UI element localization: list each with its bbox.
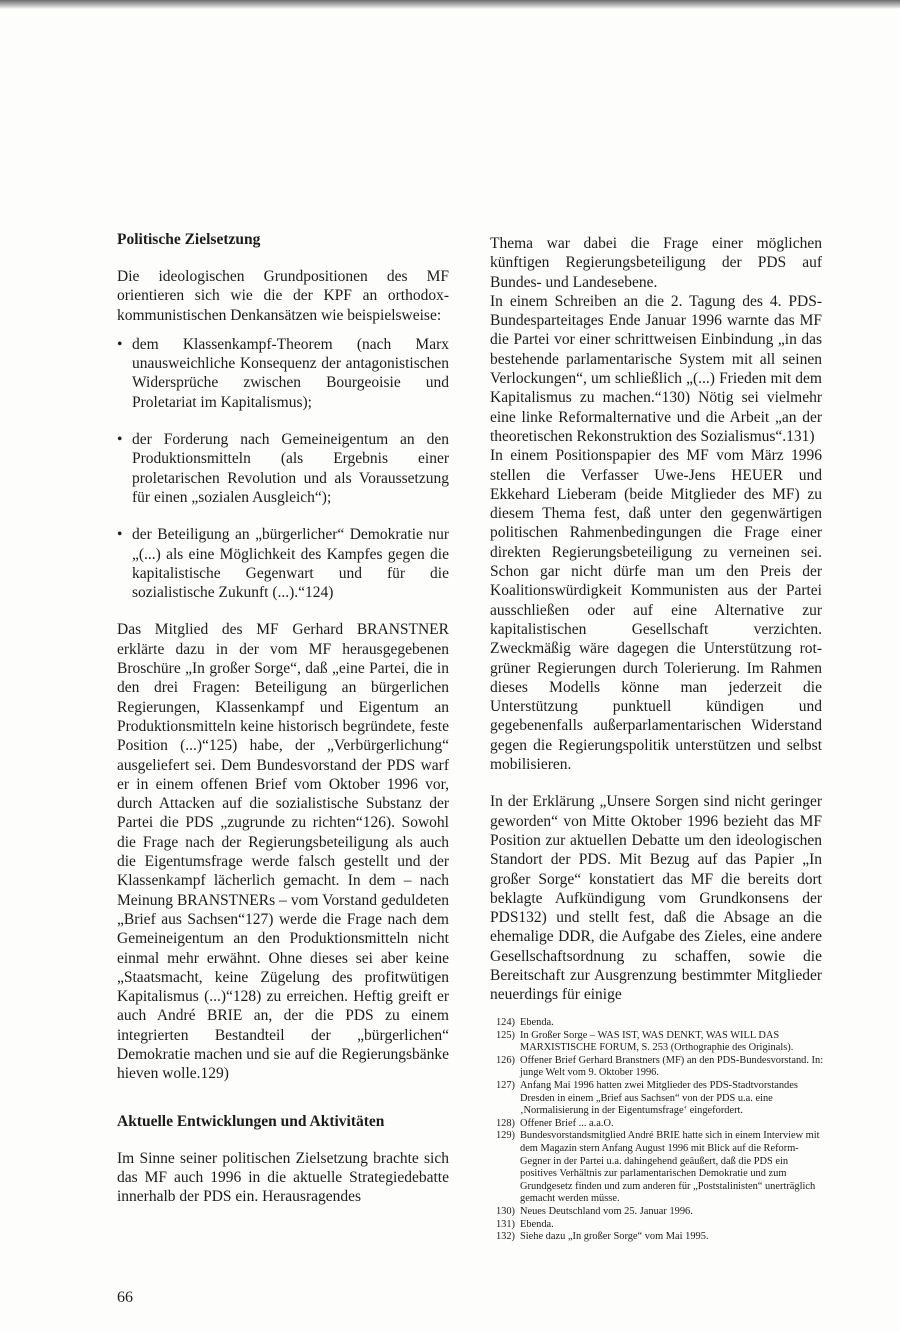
footnote — [490, 1030, 825, 1055]
footnote-text: Anfang Mai 1996 hatten zwei Mitglieder des PDS-Stadtvorstandes Dresden in einem „Brief aus Sachsen“ von der PDS u.a. eine ‚Normalisierung in der Eigentumsfrage‘ eingefordert. — [520, 1079, 798, 1117]
scan-edge — [0, 0, 900, 9]
footnote-number: 131) — [495, 1218, 515, 1230]
footnote-text: Neues Deutschland vom 25. Januar 1996. — [520, 1205, 693, 1217]
left-column — [117, 230, 449, 1206]
footnote-text: In Großer Sorge – WAS IST, WAS DENKT, WAS WILL DAS MARXISTISCHE FORUM, S. 253 (Orthographie des Originals). — [520, 1029, 794, 1054]
bullet-item: • der Forderung nach Gemeineigentum an den Produktionsmitteln (als Ergebnis einer proletarischen Revolution und als Voraussetzung für einen „sozialen Ausgleich“); — [117, 430, 449, 507]
positionspapier-paragraph: In einem Positionspapier des MF vom März 1996 stellen die Verfasser Uwe-Jens HEUER und Ekkehard Lieberam (beide Mitglieder des MF) zu diesem Thema fest, daß unter den gegenwärtigen politischen Rahmenbedingungen die Frage einer direkten Regierungsbeteiligung zu verneinen sei. Schon gar nicht dürfe man um den Preis der Koalitionswürdigkeit Kommunisten aus der Partei ausschließen oder auf eine Alternative zur kapitalistischen Gesellschaft verzichten. Zweckmäßig wäre dagegen die Unterstützung rot-grüner Regierungen durch Tolerierung. Im Rahmen dieses Modells könne man jederzeit die Unterstützung punktuell kündigen und gegebenenfalls außerparlamentarischen Widerstand gegen die Regierungspolitik unterstützen und selbst mobilisieren. — [490, 447, 822, 774]
bullet-list — [117, 335, 449, 603]
footnote-number: 132) — [495, 1231, 515, 1243]
section-heading-aktuelle-entwicklungen: Aktuelle Entwicklungen und Aktivitäten — [117, 1112, 385, 1130]
footnote-number: 130) — [495, 1205, 515, 1217]
footnote — [490, 1080, 825, 1118]
footnote-text: Bundesvorstandsmitglied André BRIE hatte sich in einem Interview mit dem Magazin stern Anfang August 1996 mit Blick auf die Reform-Gegner in der Partei u.a. dahingehend geäußert, daß die PDS ein positives Verhältnis zur parlamentarischen Demokratie und zum Grundgesetz finden und zum anderen für „Poststalinisten“ unerträglich gemacht werden müsse. — [520, 1130, 820, 1205]
footnote-text: Offener Brief Gerhard Branstners (MF) an den PDS-Bundesvorstand. In: junge Welt vom 9. Oktober 1996. — [520, 1054, 824, 1079]
thema-paragraph: Thema war dabei die Frage einer möglichen künftigen Regierungsbeteiligung der PDS auf Bundes- und Landesebene. — [490, 235, 822, 291]
footnote — [490, 1055, 825, 1080]
page-number: 66 — [117, 1289, 133, 1306]
footnote-number: 129) — [495, 1130, 515, 1142]
footnote — [490, 1219, 825, 1232]
bullet-item: • dem Klassenkampf-Theorem (nach Marx unausweichliche Konsequenz der antagonistischen Widersprüche zwischen Bourgeoisie und Proletariat im Kapitalismus); — [117, 335, 449, 412]
schreiben-paragraph: In einem Schreiben an die 2. Tagung des 4. PDS-Bundesparteitages Ende Januar 1996 warnte das MF die Partei vor einer schrittweisen Einbindung „in das bestehende parlamentarische System mit all seinen Verlockungen“, um schließlich „(...) Frieden mit dem Kapitalismus zu machen.“130) Nötig sei vielmehr eine linke Reformalternative und die Arbeit „an der theoretischen Rekonstruktion des Sozialismus“.131) — [490, 292, 822, 445]
footnote — [490, 1231, 825, 1244]
footnote-number: 128) — [495, 1117, 515, 1129]
branstner-paragraph: Das Mitglied des MF Gerhard BRANSTNER erklärte dazu in der vom MF herausgegebenen Broschüre „In großer Sorge“, daß „eine Partei, die in den drei Fragen: Beteiligung an bürgerlichen Regierungen, Klassenkampf und Eigentum an Produktionsmitteln keine historisch begründete, feste Position (...)“125) habe, der „Verbürgerlichung“ ausgeliefert sei. Dem Bundesvorstand der PDS warf er in einem offenen Brief vom Oktober 1996 vor, durch Attacken auf die sozialistische Substanz der Partei die PDS „zugrunde zu richten“126). Sowohl die Frage nach der Regierungsbeteiligung als auch die Eigentumsfrage werde falsch gestellt und der Klassenkampf lächerlich gemacht. In dem – nach Meinung BRANSTNERs – vom Vorstand geduldeten „Brief aus Sachsen“127) werde die Frage nach dem Gemeineigentum an den Produktionsmitteln nicht einmal mehr erwähnt. Ohne dieses sei aber keine „Staatsmacht, keine Zügelung des profitwütigen Kapitalismus (...)“128) zu erreichen. Heftig greift er auch André BRIE an, der die PDS zu einem integrierten Bestandteil der „bürgerlichen“ Demokratie machen und sie auf die Regierungsbänke hieven wolle.129) — [117, 621, 449, 1083]
right-column — [490, 234, 822, 1005]
footnote-text: Ebenda. — [520, 1218, 554, 1230]
bullet-item: • der Beteiligung an „bürgerlicher“ Demokratie nur „(...) als eine Möglichkeit des Kampfes gegen die kapitalistische Gegenwart und für die sozialistische Zukunft (...).“124) — [117, 525, 449, 602]
footnote-number: 124) — [495, 1017, 515, 1028]
footnote — [490, 1017, 825, 1030]
section-heading-politische-zielsetzung: Politische Zielsetzung — [117, 231, 261, 248]
footnote-text: Ebenda. — [520, 1017, 554, 1028]
footnote — [490, 1118, 825, 1131]
strategy-paragraph: Im Sinne seiner politischen Zielsetzung brachte sich das MF auch 1996 in die aktuelle Strategiedebatte innerhalb der PDS ein. Herausragendes — [117, 1149, 449, 1206]
footnote — [490, 1206, 825, 1219]
footnote-number: 126) — [495, 1054, 515, 1066]
footnote-number: 125) — [495, 1029, 515, 1041]
footnote — [490, 1130, 825, 1206]
footnote-text: Offener Brief ... a.a.O. — [520, 1117, 614, 1129]
footnote-number: 127) — [495, 1079, 515, 1091]
intro-paragraph: Die ideologischen Grundpositionen des MF orientieren sich wie die der KPF an orthodox-kommunistischen Denkansätzen wie beispielsweise: — [117, 268, 449, 324]
footnotes — [490, 1017, 825, 1244]
footnote-text: Siehe dazu „In großer Sorge“ vom Mai 1995. — [520, 1231, 709, 1243]
erklaerung-paragraph: In der Erklärung „Unsere Sorgen sind nicht geringer geworden“ von Mitte Oktober 1996 bezieht das MF Position zur aktuellen Debatte um den ideologischen Standort der PDS. Mit Bezug auf das Papier „In großer Sorge“ konstatiert das MF die bereits dort beklagte Aufkündigung vom Grundkonsens der PDS132) und stellt fest, daß die Absage an die ehemalige DDR, die Aufgabe des Zieles, eine andere Gesellschaftsordnung zu schaffen, sowie die Bereitschaft zur Ausgrenzung bestimmter Mitglieder neuerdings für einige — [490, 793, 822, 1004]
